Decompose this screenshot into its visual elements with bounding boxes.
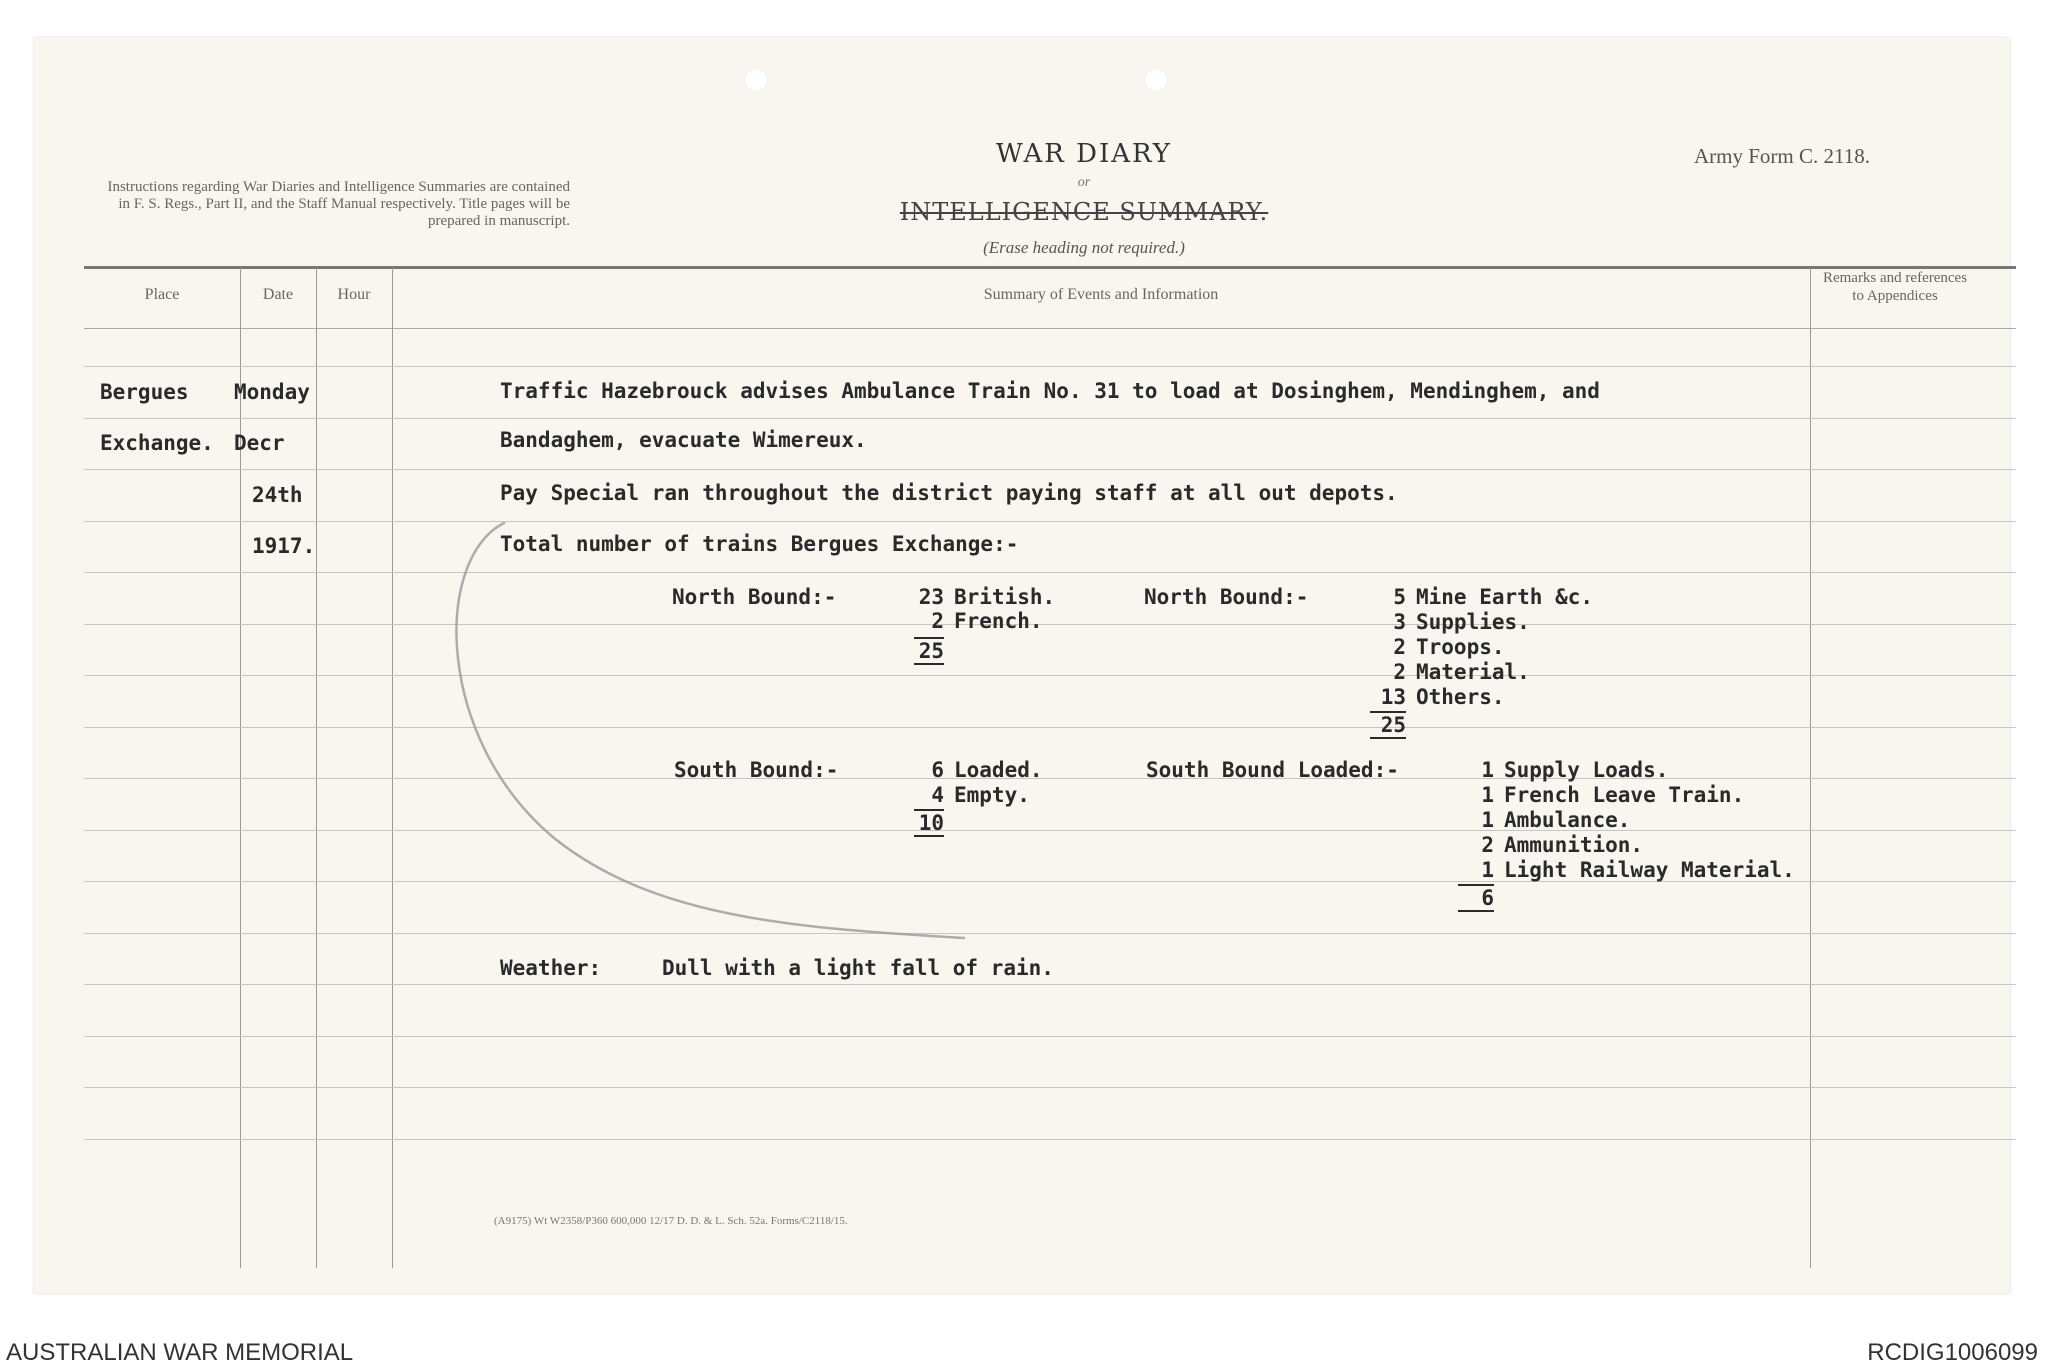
or-label: or xyxy=(1077,175,1091,190)
north-right-qty: 2 xyxy=(1393,660,1406,684)
south-right-qty: 1 xyxy=(1481,783,1494,807)
column-header-date: Date xyxy=(262,286,294,303)
south-left-qty: 6 xyxy=(931,758,944,782)
south-bound-label-left: South Bound:- xyxy=(674,758,839,782)
north-right-item: Material. xyxy=(1416,660,1530,684)
south-right-qty: 1 xyxy=(1481,808,1494,832)
north-right-qty: 2 xyxy=(1393,635,1406,659)
north-right-qty: 5 xyxy=(1393,585,1406,609)
south-left-qty: 4 xyxy=(931,783,944,807)
summary-line-2: Bandaghem, evacuate Wimereux. xyxy=(500,428,867,452)
south-right-item: Ammunition. xyxy=(1504,833,1644,857)
south-left-total: 10 xyxy=(914,809,944,837)
printer-imprint: (A9175) Wt W2358/P360 600,000 12/17 D. D. & L. Sch. 52a. Forms/C2118/15. xyxy=(494,1215,848,1227)
south-bound-label-right: South Bound Loaded:- xyxy=(1146,758,1399,782)
page-title: WAR DIARY xyxy=(996,139,1172,169)
column-header-hour: Hour xyxy=(337,286,371,303)
date-line-3: 24th xyxy=(252,483,303,507)
north-right-total: 25 xyxy=(1370,711,1406,739)
diary-sheet xyxy=(34,38,2010,1293)
south-right-item: French Leave Train. xyxy=(1504,783,1745,807)
south-right-qty: 2 xyxy=(1481,833,1494,857)
place-line-2: Exchange. xyxy=(100,431,214,455)
column-header-place: Place xyxy=(144,286,180,303)
struck-heading: INTELLIGENCE SUMMARY. xyxy=(899,198,1269,226)
north-left-total: 25 xyxy=(914,637,944,665)
north-left-item: British. xyxy=(954,585,1056,609)
north-bound-label-right: North Bound:- xyxy=(1144,585,1309,609)
north-left-qty: 23 xyxy=(918,585,944,609)
form-number: Army Form C. 2118. xyxy=(1694,144,1870,168)
summary-line-3: Pay Special ran throughout the district paying staff at all out depots. xyxy=(500,481,1398,505)
column-header-remarks: Remarks and references to Appendices xyxy=(1822,270,1968,304)
column-header-summary: Summary of Events and Information xyxy=(983,286,1219,303)
pencil-arc-mark xyxy=(34,38,2010,1293)
south-right-qty: 1 xyxy=(1481,858,1494,882)
south-right-total: 6 xyxy=(1458,884,1494,912)
place-line-1: Bergues xyxy=(100,380,189,404)
summary-line-4: Total number of trains Bergues Exchange:- xyxy=(500,532,1019,556)
north-right-qty: 3 xyxy=(1393,610,1406,634)
south-right-item: Supply Loads. xyxy=(1504,758,1669,782)
date-line-2: Decr xyxy=(234,431,285,455)
north-right-item: Others. xyxy=(1416,685,1505,709)
erase-note: (Erase heading not required.) xyxy=(983,238,1185,257)
south-right-item: Light Railway Material. xyxy=(1504,858,1795,882)
south-right-qty: 1 xyxy=(1481,758,1494,782)
north-right-qty: 13 xyxy=(1380,685,1406,709)
south-left-item: Loaded. xyxy=(954,758,1043,782)
weather-label: Weather: xyxy=(500,956,602,980)
archive-id: RCDIG1006099 xyxy=(1867,1339,2038,1366)
north-right-item: Troops. xyxy=(1416,635,1505,659)
south-left-item: Empty. xyxy=(954,783,1030,807)
archive-name: AUSTRALIAN WAR MEMORIAL xyxy=(6,1339,354,1366)
weather-text: Dull with a light fall of rain. xyxy=(662,956,1054,980)
date-line-4: 1917. xyxy=(252,534,316,558)
date-line-1: Monday xyxy=(234,380,310,404)
instructions-note: Instructions regarding War Diaries and Intelligence Summaries are contained in F. S. Regs., Part II, and the Staff Manual respectively. Title pages will be prepared in manuscript. xyxy=(107,179,570,229)
north-left-item: French. xyxy=(954,609,1043,633)
north-right-item: Supplies. xyxy=(1416,610,1530,634)
north-left-qty: 2 xyxy=(931,609,944,633)
north-right-item: Mine Earth &c. xyxy=(1416,585,1594,609)
south-right-item: Ambulance. xyxy=(1504,808,1631,832)
summary-line-1: Traffic Hazebrouck advises Ambulance Train No. 31 to load at Dosinghem, Mendinghem, and xyxy=(500,379,1600,403)
north-bound-label-left: North Bound:- xyxy=(672,585,837,609)
